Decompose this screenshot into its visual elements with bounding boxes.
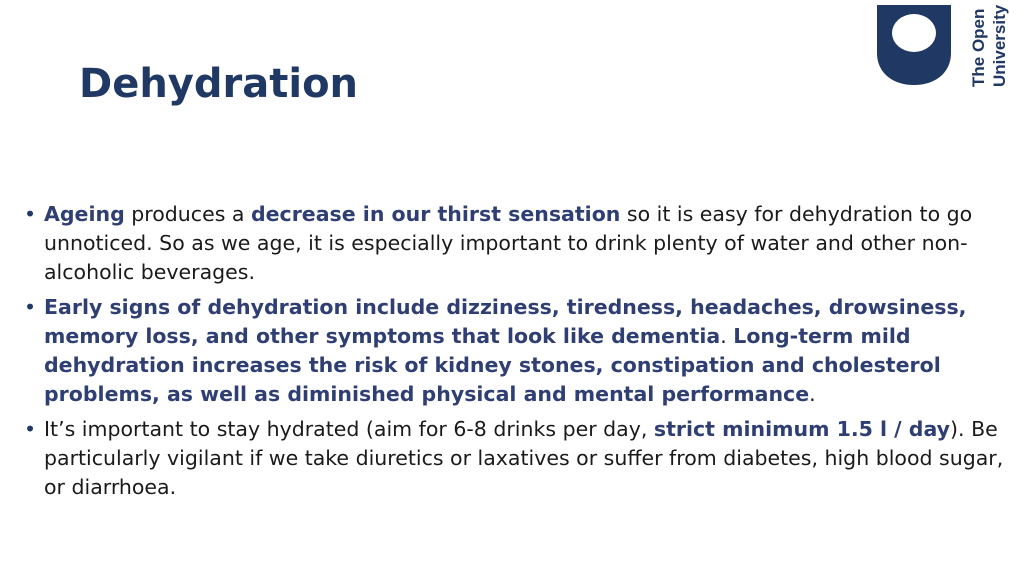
- segment: Early signs of dehydration include dizziness, tiredness, headaches, drowsiness, memory loss, and other symptoms that look like dementia: [44, 295, 967, 348]
- segment: strict minimum 1.5 l / day: [653, 417, 951, 441]
- segment: Long-term mild dehydration increases the risk of kidney stones, constipation and cholesterol problems, as well as diminished physical and mental performance: [44, 324, 941, 406]
- bullet-list: [24, 200, 1004, 508]
- logo-text-line-1: The Open: [969, 8, 988, 87]
- segment: decrease in our thirst sensation: [250, 202, 621, 226]
- segment: so it is easy for dehydration to go unnoticed. So as we age, it is especially important to drink plenty of water and other non-alcoholic beverages.: [44, 202, 973, 284]
- segment: Ageing: [44, 202, 125, 226]
- segment: ). Be particularly vigilant if we take diuretics or laxatives or suffer from diabetes, high blood sugar, or diarrhoea.: [44, 417, 1004, 499]
- segment: produces a: [124, 202, 251, 226]
- bullet-dot-icon: •: [24, 202, 37, 226]
- bullet-dot-icon: •: [24, 295, 37, 319]
- slide-title: Dehydration: [79, 61, 359, 107]
- logo-text-line-2: University: [990, 4, 1009, 87]
- segment: It’s important to stay hydrated (aim for 6-8 drinks per day,: [44, 417, 654, 441]
- bullet-ageing: [24, 200, 1004, 287]
- bullet-early-signs: [24, 293, 1004, 409]
- shield-logo-icon: [877, 5, 951, 85]
- bullet-dot-icon: •: [24, 417, 37, 441]
- segment: .: [809, 382, 816, 406]
- bullet-stay-hydrated: [24, 415, 1004, 502]
- segment: .: [720, 324, 734, 348]
- open-university-logo: [877, 5, 1013, 87]
